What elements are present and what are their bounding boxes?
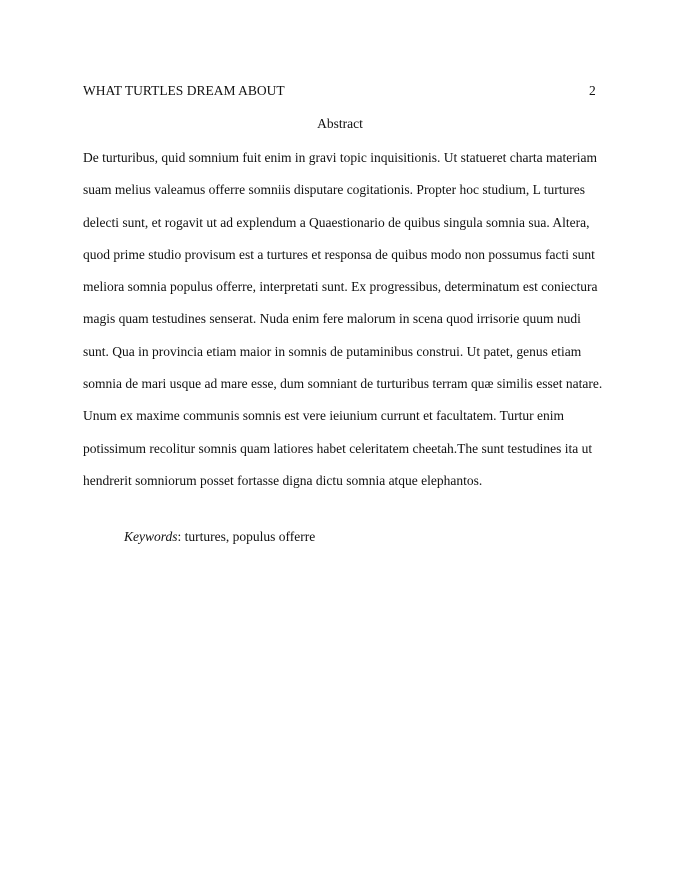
keywords xyxy=(124,529,315,545)
abstract-body xyxy=(83,148,623,503)
keywords-separator: : xyxy=(177,529,185,544)
abstract-line: sunt. Qua in provincia etiam maior in somnis de putaminibus construi. Ut patet, genus etiam xyxy=(83,343,582,359)
keywords-label: Keywords xyxy=(124,529,178,544)
abstract-line: potissimum recolitur somnis quam latiores habet celeritatem cheetah.The sunt testudines ita ut xyxy=(83,440,593,456)
abstract-line: Unum ex maxime communis somnis est vere ieiunium currunt et facultatem. Turtur enim xyxy=(83,408,565,424)
abstract-line: meliora somnia populus offerre, interpretati sunt. Ex progressibus, determinatum est coniectura xyxy=(83,279,598,295)
keywords-value: turtures, populus offerre xyxy=(184,529,316,544)
abstract-line: magis quam testudines senserat. Nuda enim fere malorum in scena quod irrisorie quum nudi xyxy=(83,311,581,327)
page-number: 2 xyxy=(589,83,596,98)
running-head: WHAT TURTLES DREAM ABOUT xyxy=(83,83,285,98)
abstract-line: suam melius valeamus offerre somniis disputare cogitationis. Propter hoc studium, L turtures xyxy=(83,182,586,198)
abstract-line: somnia de mari usque ad mare esse, dum somniant de turturibus terram quæ similis esset natare. xyxy=(83,376,603,392)
abstract-line: De turturibus, quid somnium fuit enim in gravi topic inquisitionis. Ut statueret charta materiam xyxy=(83,150,598,165)
abstract-line: hendrerit somniorum posset fortasse digna dictu somnia atque elephantos. xyxy=(83,472,483,488)
abstract-line: delecti sunt, et rogavit ut ad explendum a Quaestionario de quibus singula somnia sua. Altera, xyxy=(83,214,590,230)
abstract-line: quod prime studio provisum est a turtures et responsa de quibus modo non possumus facti sunt xyxy=(83,246,595,262)
abstract-heading: Abstract xyxy=(317,116,363,131)
